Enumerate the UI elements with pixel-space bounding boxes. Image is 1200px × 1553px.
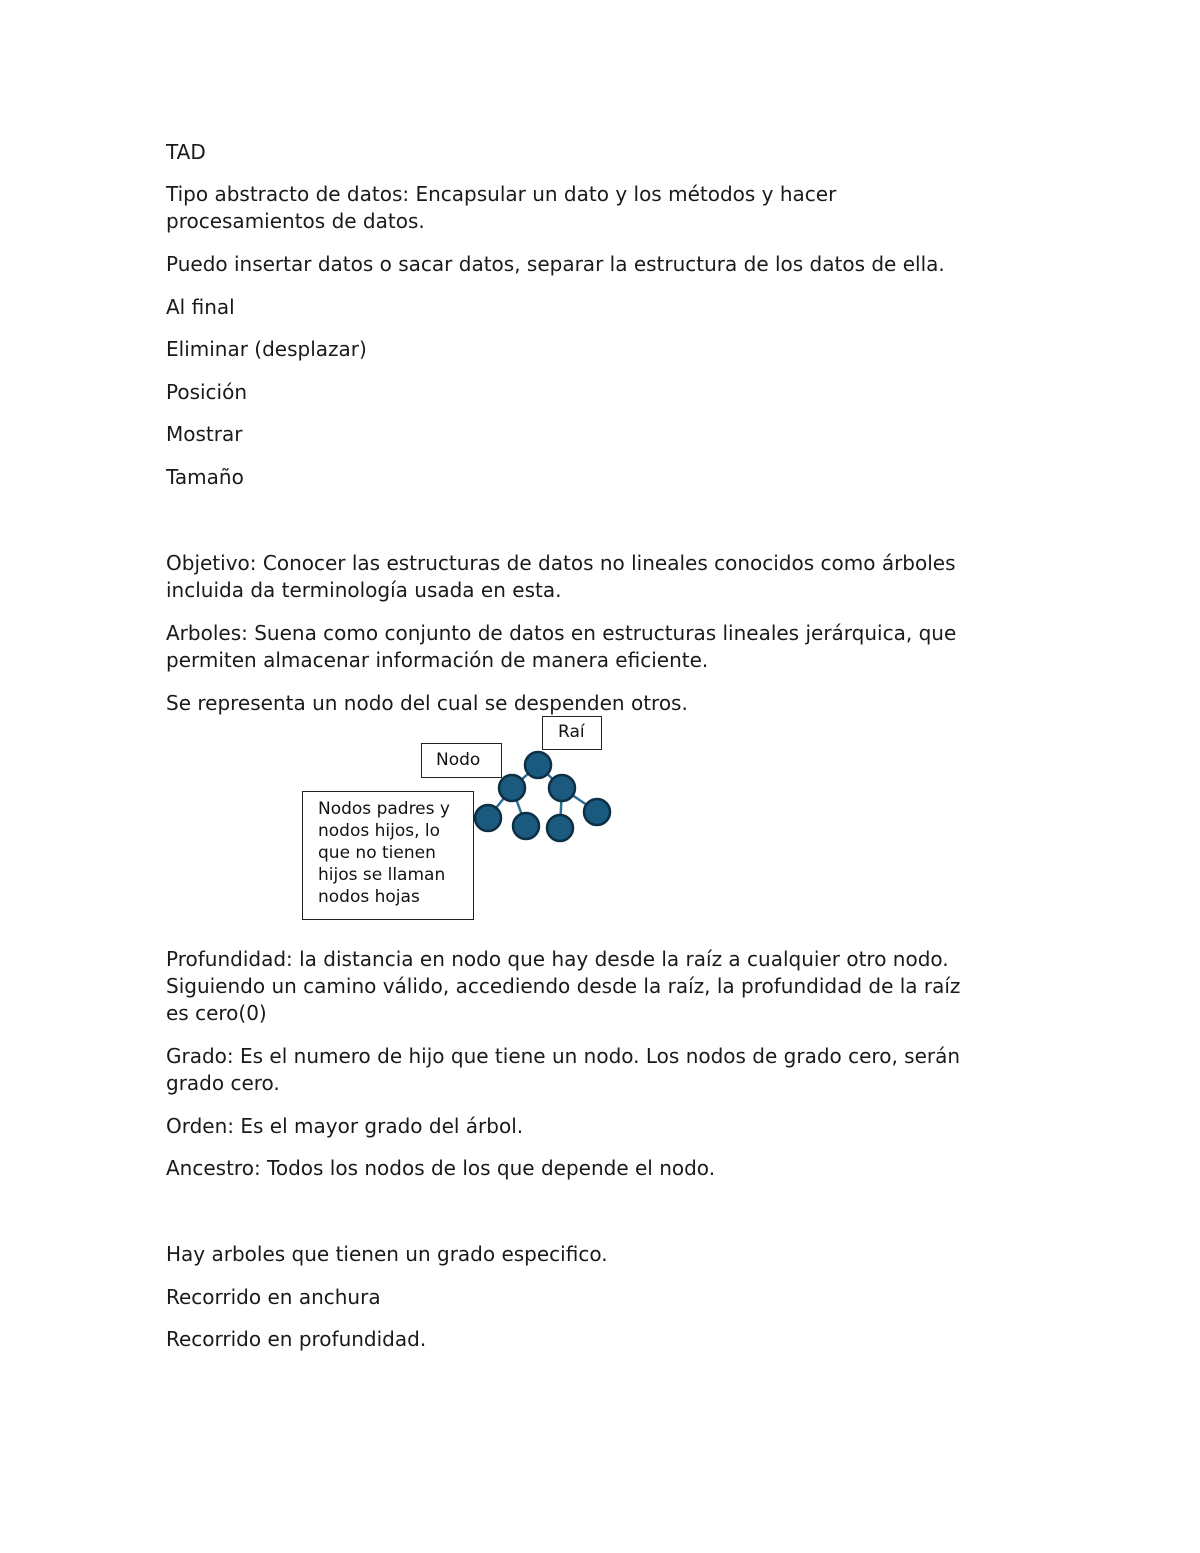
- paragraph-line: Objetivo: Conocer las estructuras de datos no lineales conocidos como árboles: [166, 551, 956, 575]
- paragraph-line: Siguiendo un camino válido, accediendo desde la raíz, la profundidad de la raíz: [166, 974, 961, 998]
- tree-node: [499, 775, 525, 801]
- paragraph-line: Tipo abstracto de datos: Encapsular un dato y los métodos y hacer: [166, 182, 837, 206]
- callout-node-label: Nodo: [421, 743, 502, 778]
- callout-parents-note: [302, 791, 474, 920]
- callout-note-line: nodos hojas: [318, 887, 420, 907]
- list-line: Al final: [166, 295, 235, 319]
- tree-leaf-node: [584, 799, 610, 825]
- paragraph-line: Se representa un nodo del cual se despenden otros.: [166, 691, 688, 715]
- paragraph-line: Hay arboles que tienen un grado especifico.: [166, 1242, 608, 1266]
- paragraph-line: Puedo insertar datos o sacar datos, separar la estructura de los datos de ella.: [166, 252, 945, 276]
- paragraph-line: incluida da terminología usada en esta.: [166, 578, 562, 602]
- paragraph-line: permiten almacenar información de manera eficiente.: [166, 648, 709, 672]
- paragraph-line: es cero(0): [166, 1001, 267, 1025]
- tree-leaf-node: [475, 805, 501, 831]
- list-line: Tamaño: [166, 465, 244, 489]
- paragraph-line: Ancestro: Todos los nodos de los que depende el nodo.: [166, 1156, 716, 1180]
- list-line: Posición: [166, 380, 248, 404]
- callout-note-line: hijos se llaman: [318, 865, 446, 885]
- document-heading: TAD: [166, 140, 206, 164]
- paragraph-line: Profundidad: la distancia en nodo que hay desde la raíz a cualquier otro nodo.: [166, 947, 949, 971]
- paragraph-line: grado cero.: [166, 1071, 280, 1095]
- callout-root-label: Raí: [542, 716, 602, 750]
- paragraph-line: Arboles: Suena como conjunto de datos en estructuras lineales jerárquica, que: [166, 621, 957, 645]
- list-line: Eliminar (desplazar): [166, 337, 367, 361]
- callout-note-line: que no tienen: [318, 843, 436, 863]
- tree-node: [549, 775, 575, 801]
- paragraph-line: procesamientos de datos.: [166, 209, 425, 233]
- list-line: Mostrar: [166, 422, 243, 446]
- list-line: Recorrido en profundidad.: [166, 1327, 427, 1351]
- callout-note-line: Nodos padres y: [318, 799, 450, 819]
- paragraph-line: Orden: Es el mayor grado del árbol.: [166, 1114, 524, 1138]
- list-line: Recorrido en anchura: [166, 1285, 381, 1309]
- tree-root-node: [525, 752, 551, 778]
- tree-leaf-node: [547, 815, 573, 841]
- callout-note-line: nodos hijos, lo: [318, 821, 441, 841]
- tree-leaf-node: [513, 813, 539, 839]
- paragraph-line: Grado: Es el numero de hijo que tiene un nodo. Los nodos de grado cero, serán: [166, 1044, 961, 1068]
